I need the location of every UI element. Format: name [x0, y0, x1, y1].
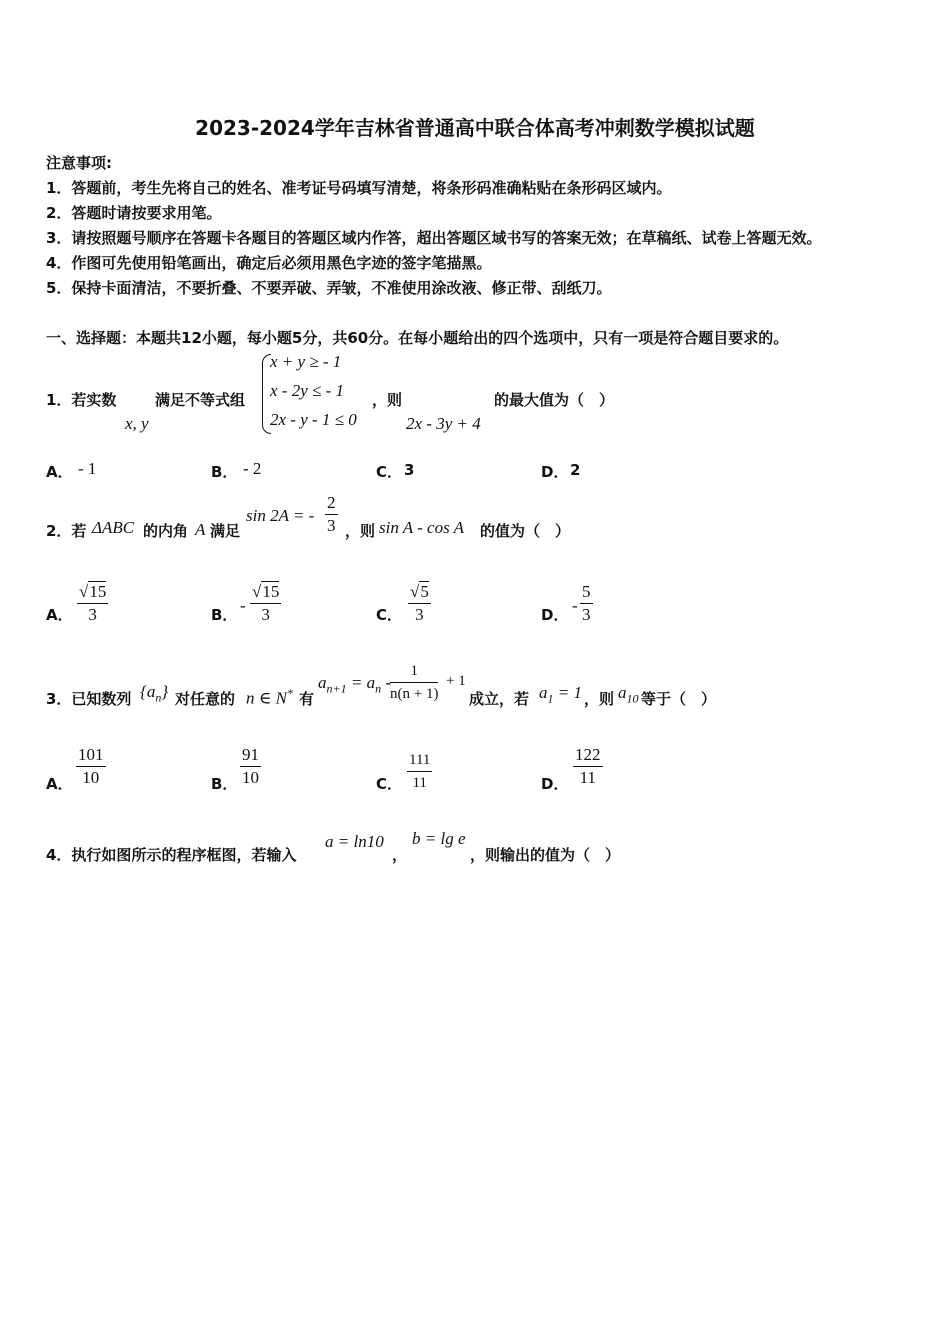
q1-suffix: 的最大值为（ ） — [494, 391, 615, 409]
q3-cond: 成立，若 — [469, 690, 530, 708]
q1-ineq-3: 2x - y - 1 ≤ 0 — [270, 410, 357, 429]
q2-option-a-label: A． — [46, 606, 73, 624]
q2-option-d-sign: - — [572, 596, 578, 615]
q1-option-c: 3 — [404, 461, 415, 479]
q3-suffix: 等于（ ） — [641, 690, 717, 708]
q3-option-a-denominator: 10 — [82, 768, 100, 787]
q2-option-c-radicand: 5 — [420, 582, 429, 601]
q3-option-b-numerator: 91 — [240, 745, 261, 767]
q1-option-b: - 2 — [243, 459, 262, 478]
q3-option-c-numerator: 111 — [407, 750, 432, 772]
q2-option-a: $\frac{√15}{3}$ — [79, 582, 107, 624]
q3-option-c — [407, 750, 432, 794]
q3-prefix: 3．已知数列 — [46, 690, 132, 708]
q3-mid: 对任意的 — [175, 690, 236, 708]
notice-item-5: 5．保持卡面清洁，不要折叠、不要弄破、弄皱，不准使用涂改液、修正带、刮纸刀。 — [46, 279, 612, 297]
q3-option-a — [76, 745, 106, 789]
q1-ineq-2: x - 2y ≤ - 1 — [270, 381, 344, 400]
q3-option-d-label: D． — [541, 775, 569, 793]
q1-option-d: 2 — [570, 461, 581, 479]
q1-option-a-label: A． — [46, 463, 73, 481]
q2-option-b-denominator: 3 — [261, 605, 270, 624]
q2-option-b-radicand: 15 — [262, 582, 280, 601]
q3-fraction — [390, 661, 438, 705]
q3-option-c-label: C． — [376, 775, 403, 793]
q4-comma: ， — [392, 846, 408, 864]
q1-option-d-label: D． — [541, 463, 569, 481]
q2-option-d — [580, 582, 593, 626]
q2-option-c-denominator: 3 — [415, 605, 424, 624]
q2-satisfy: 满足 — [210, 522, 241, 540]
q3-fraction-denominator: n(n + 1) — [390, 686, 439, 702]
q1-ineq-1: x + y ≥ - 1 — [270, 352, 342, 371]
q1-expr: 2x - 3y + 4 — [406, 414, 481, 433]
q2-then: ，则 — [345, 522, 376, 540]
q2-suffix: 的值为（ ） — [480, 522, 571, 540]
q3-plus: + 1 — [446, 673, 466, 689]
notice-heading: 注意事项: — [46, 154, 112, 172]
q3-option-d-numerator: 122 — [573, 745, 603, 767]
q2-triangle: ΔABC — [92, 518, 135, 537]
section-heading: 一、选择题：本题共12小题，每小题5分，共60分。在每小题给出的四个选项中，只有一项是符合题目要求的。 — [46, 329, 789, 347]
q2-option-d-denominator: 3 — [582, 605, 591, 624]
q3-option-c-denominator: 11 — [412, 775, 427, 791]
q2-option-b-sign: - — [240, 596, 246, 615]
notice-item-4: 4．作图可先使用铅笔画出，确定后必须用黑色字迹的签字笔描黑。 — [46, 254, 492, 272]
q3-option-a-numerator: 101 — [76, 745, 106, 767]
q3-a1: $a_1 = 1$ — [539, 683, 582, 706]
q2-fraction-denominator: 3 — [327, 516, 336, 535]
q1-then: ，则 — [372, 391, 403, 409]
q3-then: ，则 — [584, 690, 615, 708]
q2-lhs: sin 2A = - — [246, 506, 315, 525]
q1-vars: x, y — [125, 414, 149, 433]
q1-option-c-label: C． — [376, 463, 403, 481]
q2-option-b: $\frac{√15}{3}$ — [252, 582, 280, 624]
q2-prefix: 2．若 — [46, 522, 87, 540]
q3-have: 有 — [299, 690, 315, 708]
q2-angle: A — [195, 520, 206, 539]
q2-option-b-label: B． — [211, 606, 238, 624]
q3-n-in: n ∈ N* — [246, 686, 293, 708]
q3-option-b-denominator: 10 — [242, 768, 259, 787]
q1-option-a: - 1 — [78, 459, 97, 478]
q1-mid: 满足不等式组 — [155, 391, 246, 409]
q3-seq: $\{a_n\}$ — [140, 682, 169, 705]
q1-prefix: 1．若实数 — [46, 391, 117, 409]
q2-option-a-denominator: 3 — [88, 605, 97, 624]
q3-recurrence-lhs: $a_{n+1} = a_n$ - — [318, 673, 392, 696]
q3-option-b-label: B． — [211, 775, 238, 793]
notice-item-2: 2．答题时请按要求用笔。 — [46, 204, 222, 222]
q4-input-b: b = lg e — [412, 829, 466, 848]
q3-fraction-numerator: 1 — [390, 661, 438, 683]
q4-suffix: ，则输出的值为（ ） — [470, 846, 621, 864]
notice-item-1: 1．答题前，考生先将自己的姓名、准考证号码填写清楚，将条形码准确粘贴在条形码区域内。 — [46, 179, 672, 197]
page-title: 2023-2024学年吉林省普通高中联合体高考冲刺数学模拟试题 — [195, 116, 755, 140]
q3-option-a-label: A． — [46, 775, 73, 793]
q4-input-a: a = ln10 — [325, 832, 384, 851]
q3-option-b — [240, 745, 261, 789]
q4-prefix: 4．执行如图所示的程序框图，若输入 — [46, 846, 297, 864]
q3-a10: $a_{10}$ — [618, 683, 639, 706]
q2-option-c-label: C． — [376, 606, 403, 624]
q2-option-d-label: D． — [541, 606, 569, 624]
q2-mid: 的内角 — [143, 522, 189, 540]
notice-item-3: 3．请按照题号顺序在答题卡各题目的答题区域内作答，超出答题区域书写的答案无效；在草稿纸、试卷上答题无效。 — [46, 229, 822, 247]
q1-option-b-label: B． — [211, 463, 238, 481]
q3-option-d-denominator: 11 — [579, 768, 596, 787]
q2-option-c: $\frac{√5}{3}$ — [410, 582, 429, 624]
q2-expr: sin A - cos A — [379, 518, 465, 537]
q3-option-d — [573, 745, 603, 789]
q2-option-d-numerator: 5 — [580, 582, 593, 604]
q2-fraction-numerator: 2 — [325, 493, 338, 515]
q2-fraction — [325, 493, 338, 537]
q2-option-a-radicand: 15 — [89, 582, 107, 601]
